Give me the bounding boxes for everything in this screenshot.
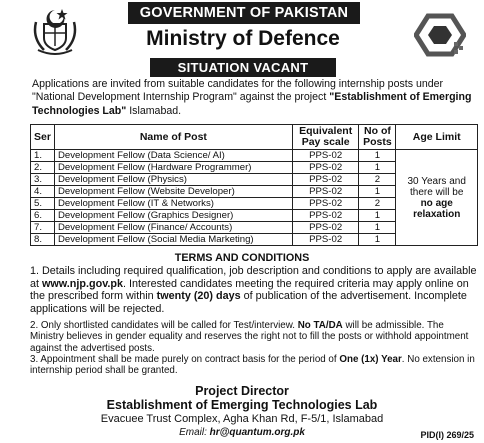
post-name-cell: Development Fellow (Data Science/ AI): [54, 150, 292, 162]
age-limit-line: 30 Years and: [407, 175, 466, 187]
post-name-cell: Development Fellow (Website Developer): [54, 186, 292, 198]
post-count-cell: 1: [359, 186, 396, 198]
post-count-cell: 2: [359, 174, 396, 186]
post-count-cell: 2: [359, 198, 396, 210]
pay-scale-cell: PPS-02: [292, 162, 359, 174]
term-2-text-b: will be admissible. The Ministry believes in gender equality and reserves the right not to fill the posts or withhold appointment against the advertised posts.: [30, 320, 469, 354]
ser-cell: 6.: [31, 210, 55, 222]
post-name-cell: Development Fellow (Physics): [54, 174, 292, 186]
header-post: Name of Post: [54, 125, 292, 150]
term-3-text-a: 3. Appointment shall be made purely on contract basis for the period of: [30, 354, 340, 365]
address: Evacuee Trust Complex, Agha Khan Rd, F-5/1, Islamabad: [100, 413, 384, 425]
pay-scale-cell: PPS-02: [292, 150, 359, 162]
header-posts: No of Posts: [359, 125, 396, 150]
project-name: "Establishment of Emerging Technologies Lab": [32, 91, 472, 117]
age-limit-line: there will be: [410, 186, 464, 198]
situation-vacant-banner: SITUATION VACANT: [150, 58, 336, 77]
term-2-bold: No TA/DA: [297, 320, 343, 331]
pid-number: PID(I) 269/25: [420, 430, 474, 440]
post-name-cell: Development Fellow (Finance/ Accounts): [54, 222, 292, 234]
post-count-cell: 1: [359, 234, 396, 246]
term-1: [30, 265, 478, 315]
post-count-cell: 1: [359, 162, 396, 174]
post-count-cell: 1: [359, 150, 396, 162]
post-name-cell: Development Fellow (Hardware Programmer): [54, 162, 292, 174]
term-1-text-a: 1. Details including required qualification, job description and conditions to apply are available at: [30, 265, 477, 290]
email-label: Email:: [179, 427, 210, 438]
pay-scale-cell: PPS-02: [292, 198, 359, 210]
ser-cell: 7.: [31, 222, 55, 234]
age-limit-cell: [396, 150, 478, 246]
njp-link[interactable]: www.njp.gov.pk: [42, 277, 123, 290]
post-name-cell: Development Fellow (Graphics Designer): [54, 210, 292, 222]
government-banner: GOVERNMENT OF PAKISTAN: [128, 2, 360, 24]
header-ser: Ser: [31, 125, 55, 150]
intro-text-end: Islamabad.: [126, 104, 182, 117]
pay-scale-cell: PPS-02: [292, 234, 359, 246]
post-count-cell: 1: [359, 222, 396, 234]
header-age: Age Limit: [396, 125, 478, 150]
age-limit-line: no age: [420, 197, 453, 209]
etl-hexagon-logo-icon: [414, 12, 466, 58]
ser-cell: 4.: [31, 186, 55, 198]
ministry-title: Ministry of Defence: [146, 27, 340, 50]
intro-text: Applications are invited from suitable candidates for the following internship posts under "National Development Internship Program" against the project: [32, 78, 444, 104]
term-3-bold: One (1x) Year: [339, 354, 402, 365]
terms-title: TERMS AND CONDITIONS: [174, 252, 310, 264]
state-emblem-icon: [32, 6, 78, 56]
header-pay: Equivalent Pay scale: [292, 125, 359, 150]
project-director: Project Director: [195, 384, 289, 398]
post-name-cell: Development Fellow (IT & Networks): [54, 198, 292, 210]
post-count-cell: 1: [359, 210, 396, 222]
ser-cell: 2.: [31, 162, 55, 174]
ser-cell: 3.: [31, 174, 55, 186]
pay-scale-cell: PPS-02: [292, 174, 359, 186]
lab-name: Establishment of Emerging Technologies Lab: [106, 398, 378, 412]
ser-cell: 5.: [31, 198, 55, 210]
term-1-text-b: . Interested candidates meeting the required criteria may apply online on the prescribed form within: [30, 277, 469, 303]
email-line: [0, 427, 484, 438]
post-name-cell: Development Fellow (Social Media Marketing): [54, 234, 292, 246]
pay-scale-cell: PPS-02: [292, 186, 359, 198]
posts-table: [30, 124, 478, 246]
term-2: [30, 320, 478, 354]
ser-cell: 8.: [31, 234, 55, 246]
term-2-text-a: 2. Only shortlisted candidates will be called for Test/interview.: [30, 320, 298, 331]
table-row: [31, 150, 478, 162]
intro-paragraph: [32, 78, 478, 118]
pay-scale-cell: PPS-02: [292, 222, 359, 234]
email-link[interactable]: hr@quantum.org.pk: [209, 427, 305, 438]
table-header-row: [31, 125, 478, 150]
term-1-days: twenty (20) days: [156, 290, 241, 303]
age-limit-line: relaxation: [413, 208, 461, 220]
term-3: [30, 354, 478, 377]
term-1-text-c: of publication of the advertisement. Incomplete applications will be rejected.: [30, 290, 467, 315]
ser-cell: 1.: [31, 150, 55, 162]
term-3-text-b: . No extension in internship period shall be granted.: [30, 354, 475, 377]
pay-scale-cell: PPS-02: [292, 210, 359, 222]
